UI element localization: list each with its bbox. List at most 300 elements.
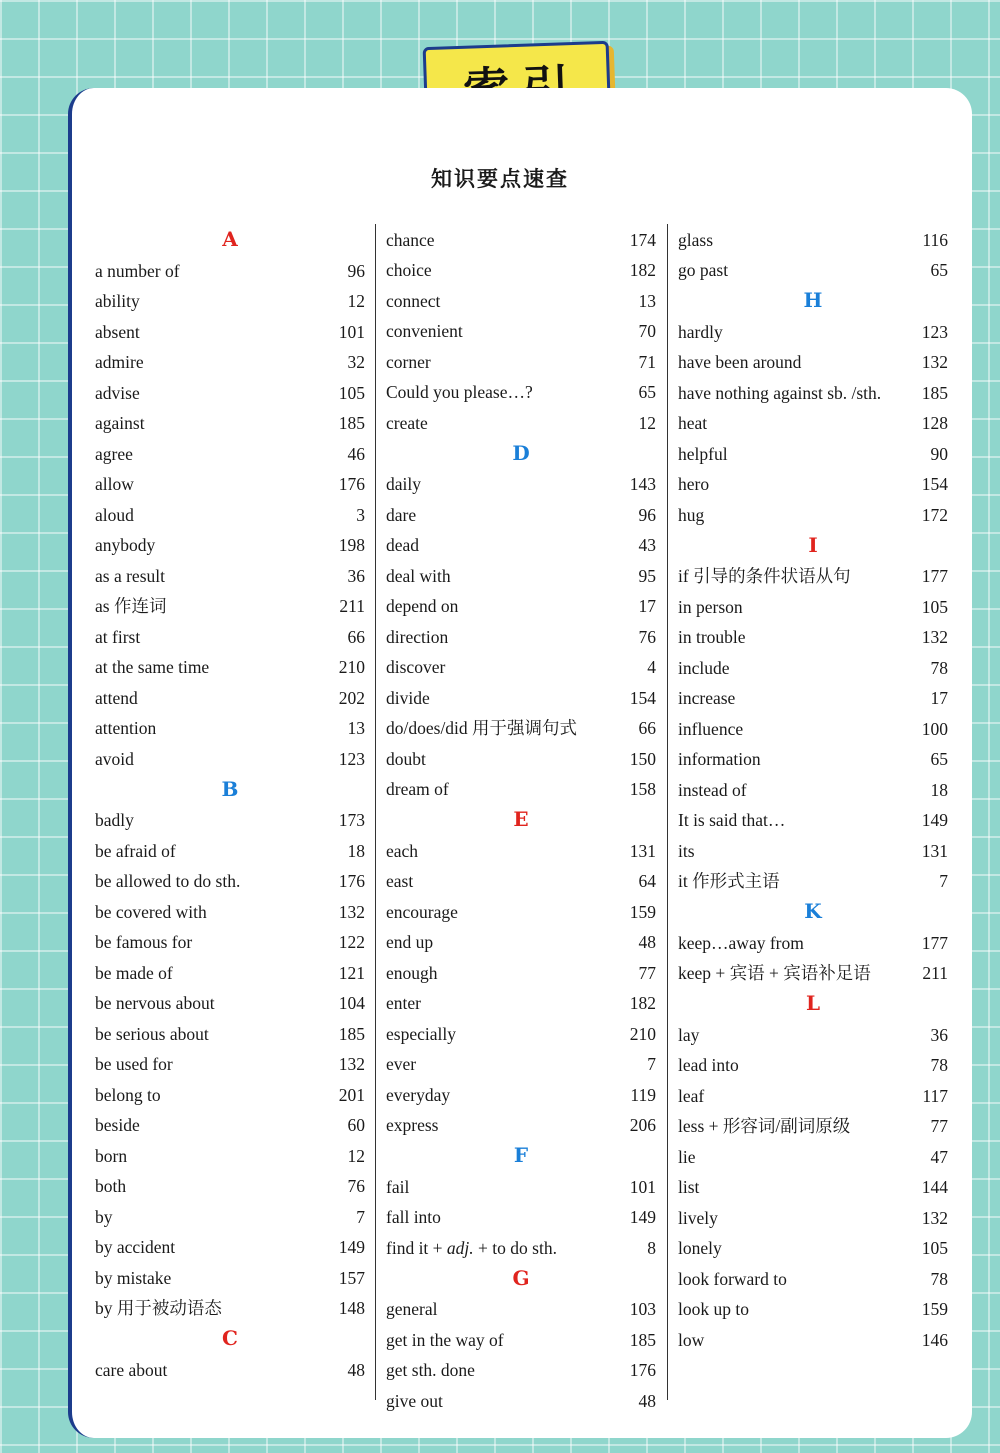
index-entry — [95, 438, 365, 469]
index-entry — [386, 1018, 656, 1049]
index-entry — [678, 958, 948, 989]
index-entry — [678, 316, 948, 347]
index-entry — [95, 621, 365, 652]
index-entry — [386, 774, 656, 805]
entry-page: 3 — [356, 504, 365, 525]
entry-page: 77 — [638, 962, 656, 983]
index-entry — [678, 1172, 948, 1203]
index-entry — [678, 469, 948, 500]
entry-page: 7 — [647, 1054, 656, 1074]
entry-term: be used for — [95, 1054, 173, 1074]
entry-page: 77 — [930, 1116, 948, 1136]
index-entry — [386, 1079, 656, 1110]
index-entry — [386, 255, 656, 286]
index-entry — [95, 1140, 365, 1171]
entry-page: 154 — [921, 474, 948, 494]
entry-page: 210 — [338, 657, 365, 677]
entry-term: lively — [678, 1207, 718, 1228]
index-entry — [678, 1202, 948, 1233]
entry-page: 32 — [347, 352, 365, 372]
entry-term: especially — [386, 1023, 456, 1044]
entry-term: attention — [95, 718, 157, 738]
entry-page: 182 — [629, 260, 656, 280]
entry-term: divide — [386, 687, 430, 708]
index-entry — [386, 1202, 656, 1233]
entry-page: 154 — [629, 687, 656, 708]
index-entry — [386, 957, 656, 988]
index-entry — [386, 1049, 656, 1080]
letter-heading-c: C — [222, 1326, 238, 1350]
entry-page: 176 — [338, 474, 365, 494]
entry-page: 128 — [921, 413, 948, 433]
index-entry — [678, 622, 948, 653]
entry-page: 177 — [921, 566, 948, 586]
entry-term: hug — [678, 504, 705, 525]
entry-page: 132 — [921, 627, 948, 647]
index-entry — [678, 774, 948, 805]
index-entry — [95, 743, 365, 774]
index-entry — [386, 713, 656, 744]
index-entry — [386, 866, 656, 897]
entry-page: 18 — [930, 779, 948, 800]
entry-term: as 作连词 — [95, 596, 167, 616]
entry-page: 121 — [338, 962, 365, 983]
entry-page: 123 — [338, 748, 365, 769]
entry-term: encourage — [386, 901, 458, 922]
entry-term: aloud — [95, 504, 134, 525]
index-entry — [386, 499, 656, 530]
entry-page: 78 — [930, 1268, 948, 1289]
index-entry — [95, 682, 365, 713]
index-entry — [95, 408, 365, 439]
index-entry — [95, 1354, 365, 1385]
index-entry — [95, 1262, 365, 1293]
index-entry — [678, 652, 948, 683]
entry-page: 65 — [930, 749, 948, 769]
letter-heading-g: G — [512, 1265, 530, 1290]
index-entry — [678, 744, 948, 775]
entry-term-part: find it + — [386, 1237, 447, 1258]
entry-term: look forward to — [678, 1268, 787, 1289]
entry-page: 100 — [921, 718, 948, 739]
entry-term: do/does/did 用于强调句式 — [386, 718, 578, 738]
entry-term: daily — [386, 474, 421, 494]
index-entry — [95, 896, 365, 927]
index-entry — [678, 347, 948, 378]
entry-term: lead into — [678, 1055, 739, 1075]
index-entry — [678, 1233, 948, 1264]
entry-term: give out — [386, 1390, 443, 1411]
entry-term: ever — [386, 1054, 417, 1074]
letter-heading-h: H — [803, 288, 823, 312]
entry-term: be serious about — [95, 1023, 209, 1044]
index-entry — [678, 499, 948, 530]
entry-term: badly — [95, 810, 134, 830]
index-entry — [678, 1141, 948, 1172]
index-entry — [386, 1355, 656, 1386]
entry-term: be afraid of — [95, 840, 176, 861]
entry-page: 173 — [338, 810, 365, 830]
index-entry — [678, 224, 948, 255]
entry-term: depend on — [386, 596, 459, 616]
entry-page: 211 — [339, 596, 365, 616]
entry-term: dream of — [386, 779, 449, 799]
entry-page: 65 — [930, 260, 948, 280]
index-entry — [386, 652, 656, 683]
entry-term: keep + 宾语 + 宾语补足语 — [678, 963, 871, 983]
index-entry — [386, 1232, 656, 1263]
entry-term: its — [678, 840, 695, 861]
index-entry — [386, 743, 656, 774]
entry-term: agree — [95, 443, 133, 464]
entry-page: 60 — [347, 1115, 365, 1135]
index-entry — [678, 408, 948, 439]
letter-heading-i: I — [808, 532, 818, 557]
entry-term: end up — [386, 932, 434, 952]
index-entry — [386, 469, 656, 500]
entry-term: at first — [95, 626, 141, 647]
index-entry — [95, 469, 365, 500]
entry-page: 66 — [638, 718, 656, 738]
entry-term: information — [678, 749, 761, 769]
entry-page: 132 — [338, 901, 365, 922]
entry-page: 65 — [638, 382, 656, 402]
index-entry — [386, 927, 656, 958]
entry-page: 159 — [629, 901, 656, 922]
entry-page: 146 — [921, 1329, 948, 1350]
page-subtitle: 知识要点速查 — [431, 167, 569, 191]
entry-term: fall into — [386, 1207, 441, 1227]
entry-page: 90 — [930, 443, 948, 464]
index-entry — [95, 377, 365, 408]
index-entry — [386, 682, 656, 713]
entry-page: 18 — [347, 840, 365, 861]
index-entry — [678, 1080, 948, 1111]
letter-heading-k: K — [804, 899, 822, 923]
entry-page: 157 — [338, 1267, 365, 1288]
entry-page: 117 — [922, 1085, 948, 1106]
index-entry — [95, 530, 365, 561]
index-entry — [386, 835, 656, 866]
index-entry — [95, 957, 365, 988]
entry-page: 185 — [338, 1023, 365, 1044]
index-entry — [95, 1079, 365, 1110]
entry-term: It is said that… — [678, 810, 786, 830]
index-entry — [678, 377, 948, 408]
entry-page: 8 — [647, 1237, 656, 1258]
index-entry — [95, 1110, 365, 1141]
index-entry — [678, 1294, 948, 1325]
entry-page: 78 — [930, 657, 948, 678]
index-entry — [386, 224, 656, 255]
entry-term: lonely — [678, 1238, 722, 1258]
column-divider — [375, 224, 376, 1400]
entry-page: 12 — [347, 291, 365, 311]
entry-page: 119 — [630, 1084, 656, 1105]
entry-term: by — [95, 1206, 113, 1227]
entry-term: lay — [678, 1024, 700, 1045]
entry-term: in person — [678, 596, 743, 617]
entry-term: lie — [678, 1146, 696, 1167]
index-entry — [95, 316, 365, 347]
entry-page: 210 — [629, 1023, 656, 1044]
index-entry — [386, 591, 656, 622]
index-entry — [95, 835, 365, 866]
entry-term: list — [678, 1177, 700, 1197]
entry-term: each — [386, 840, 419, 861]
entry-term: influence — [678, 718, 744, 739]
index-entry — [678, 1019, 948, 1050]
entry-page: 172 — [921, 504, 948, 525]
entry-page: 132 — [921, 1207, 948, 1228]
entry-term: east — [386, 871, 414, 891]
index-entry — [95, 1201, 365, 1232]
entry-page: 144 — [921, 1177, 948, 1197]
entry-term: anybody — [95, 535, 156, 555]
index-entry — [95, 1049, 365, 1080]
entry-term: hero — [678, 474, 710, 494]
entry-page: 185 — [338, 413, 365, 433]
letter-heading-d: D — [512, 440, 530, 465]
entry-page: 7 — [939, 871, 948, 891]
entry-page: 116 — [922, 229, 948, 250]
entry-term: go past — [678, 260, 729, 280]
index-entry — [386, 285, 656, 316]
entry-page: 47 — [930, 1146, 948, 1167]
entry-term: by 用于被动语态 — [95, 1298, 222, 1318]
entry-term: be famous for — [95, 932, 193, 952]
entry-term: enter — [386, 993, 421, 1013]
index-entry — [386, 346, 656, 377]
entry-term: fail — [386, 1176, 410, 1197]
index-entry — [95, 286, 365, 317]
index-entry — [678, 561, 948, 592]
index-entry — [386, 621, 656, 652]
index-entry — [678, 255, 948, 286]
index-entry — [386, 1294, 656, 1325]
entry-page: 149 — [921, 810, 948, 830]
index-entry — [678, 713, 948, 744]
entry-page: 202 — [338, 687, 365, 708]
entry-page: 132 — [921, 352, 948, 372]
entry-page: 76 — [347, 1176, 365, 1196]
entry-term: glass — [678, 229, 713, 250]
index-entry — [95, 1293, 365, 1324]
entry-page: 96 — [638, 504, 656, 525]
entry-term: deal with — [386, 565, 451, 586]
entry-term: less + 形容词/副词原级 — [678, 1116, 851, 1136]
entry-page: 158 — [629, 779, 656, 799]
entry-term: if 引导的条件状语从句 — [678, 566, 851, 586]
entry-page: 185 — [921, 382, 948, 403]
entry-term: hardly — [678, 321, 723, 342]
index-entry — [678, 1050, 948, 1081]
entry-term: helpful — [678, 443, 728, 464]
index-entry — [95, 1171, 365, 1202]
entry-page: 96 — [347, 260, 365, 281]
entry-page: 105 — [921, 1238, 948, 1258]
entry-page: 143 — [629, 474, 656, 494]
entry-page: 101 — [338, 321, 365, 342]
entry-term: be made of — [95, 962, 173, 983]
index-entry — [95, 1232, 365, 1263]
entry-page: 12 — [638, 412, 656, 433]
entry-page: 185 — [629, 1329, 656, 1350]
entry-page: 36 — [930, 1024, 948, 1045]
letter-heading-a: A — [222, 227, 238, 251]
index-entry — [386, 896, 656, 927]
index-column-2 — [386, 224, 656, 1416]
entry-page: 66 — [347, 626, 365, 647]
entry-term: avoid — [95, 748, 134, 769]
entry-term: be allowed to do sth. — [95, 871, 241, 891]
entry-page: 78 — [930, 1055, 948, 1075]
entry-page: 43 — [638, 535, 656, 555]
entry-page: 176 — [629, 1360, 656, 1380]
entry-term: direction — [386, 626, 449, 647]
entry-page: 182 — [629, 993, 656, 1013]
entry-page: 36 — [347, 565, 365, 586]
index-entry — [95, 560, 365, 591]
entry-term: enough — [386, 962, 438, 983]
entry-page: 132 — [338, 1054, 365, 1074]
entry-term: beside — [95, 1115, 140, 1135]
index-entry — [95, 1018, 365, 1049]
letter-heading-f: F — [513, 1143, 529, 1167]
entry-page: 105 — [921, 596, 948, 617]
entry-term: low — [678, 1329, 705, 1350]
index-entry — [678, 591, 948, 622]
entry-term: choice — [386, 260, 432, 280]
entry-term: be nervous about — [95, 993, 215, 1013]
index-entry — [95, 591, 365, 622]
entry-page: 176 — [338, 871, 365, 891]
entry-term: discover — [386, 657, 446, 677]
column-divider — [667, 224, 668, 1400]
entry-page: 177 — [921, 932, 948, 953]
entry-term: connect — [386, 290, 441, 311]
entry-page: 159 — [921, 1299, 948, 1319]
index-entry — [678, 805, 948, 836]
entry-term: both — [95, 1176, 127, 1196]
index-entry — [95, 805, 365, 836]
index-entry — [95, 255, 365, 286]
entry-term — [386, 1233, 557, 1263]
entry-term: create — [386, 412, 428, 433]
index-entry — [386, 1324, 656, 1355]
entry-term: born — [95, 1145, 128, 1166]
index-entry — [678, 1324, 948, 1355]
entry-term: look up to — [678, 1299, 749, 1319]
entry-term: advise — [95, 382, 140, 403]
index-entry — [95, 347, 365, 378]
index-entry — [95, 499, 365, 530]
entry-term: attend — [95, 687, 138, 708]
index-column-3 — [678, 224, 948, 1355]
index-entry — [678, 835, 948, 866]
index-entry — [678, 438, 948, 469]
entry-term: absent — [95, 321, 140, 342]
entry-page: 76 — [638, 626, 656, 647]
entry-term: get sth. done — [386, 1360, 475, 1380]
entry-term: at the same time — [95, 657, 210, 677]
entry-page: 174 — [629, 229, 656, 250]
entry-term: chance — [386, 229, 435, 250]
index-entry — [678, 1263, 948, 1294]
index-entry — [678, 683, 948, 714]
entry-term: admire — [95, 352, 144, 372]
index-column-1 — [95, 224, 365, 1385]
index-entry — [678, 927, 948, 958]
entry-term: care about — [95, 1359, 168, 1380]
entry-page: 17 — [930, 688, 948, 708]
entry-term: by accident — [95, 1237, 176, 1257]
index-entry — [386, 988, 656, 1019]
entry-page: 123 — [921, 321, 948, 342]
entry-page: 150 — [629, 748, 656, 769]
entry-page: 70 — [638, 321, 656, 341]
index-entry — [678, 1111, 948, 1142]
index-entry — [95, 652, 365, 683]
entry-term: in trouble — [678, 627, 746, 647]
entry-term: get in the way of — [386, 1329, 504, 1350]
entry-page: 206 — [629, 1115, 656, 1135]
entry-page: 48 — [347, 1359, 365, 1380]
entry-page: 131 — [629, 840, 656, 861]
letter-heading-e: E — [513, 807, 529, 831]
entry-term: increase — [678, 688, 736, 708]
entry-term: instead of — [678, 779, 747, 800]
entry-term: leaf — [678, 1085, 705, 1106]
entry-page: 103 — [629, 1299, 656, 1319]
index-entry — [95, 988, 365, 1019]
entry-page: 71 — [638, 351, 656, 372]
entry-page: 12 — [347, 1145, 365, 1166]
entry-term: dead — [386, 535, 420, 555]
entry-page: 101 — [629, 1176, 656, 1197]
entry-page: 149 — [629, 1207, 656, 1227]
entry-term: by mistake — [95, 1267, 172, 1288]
entry-page: 46 — [347, 443, 365, 464]
entry-term: against — [95, 413, 145, 433]
index-entry — [678, 866, 948, 897]
entry-page: 13 — [347, 718, 365, 738]
entry-term: a number of — [95, 260, 180, 281]
entry-page: 7 — [356, 1206, 365, 1227]
entry-term-part: + to do sth. — [473, 1237, 557, 1258]
entry-term: express — [386, 1115, 439, 1135]
index-entry — [95, 866, 365, 897]
entry-page: 201 — [338, 1084, 365, 1105]
entry-term: heat — [678, 413, 708, 433]
entry-page: 13 — [638, 290, 656, 311]
entry-term-italic: adj. — [446, 1237, 474, 1258]
entry-term: as a result — [95, 565, 165, 586]
entry-term: keep…away from — [678, 932, 804, 953]
index-entry — [95, 927, 365, 958]
letter-heading-b: B — [221, 776, 239, 801]
entry-term: everyday — [386, 1084, 451, 1105]
entry-term: it 作形式主语 — [678, 871, 780, 891]
index-entry — [386, 377, 656, 408]
index-entry — [386, 316, 656, 347]
entry-term: include — [678, 657, 730, 678]
entry-page: 148 — [338, 1298, 365, 1318]
index-entry — [386, 1171, 656, 1202]
entry-page: 211 — [922, 963, 948, 983]
entry-term: have nothing against sb. /sth. — [678, 382, 882, 403]
index-entry — [386, 1110, 656, 1141]
